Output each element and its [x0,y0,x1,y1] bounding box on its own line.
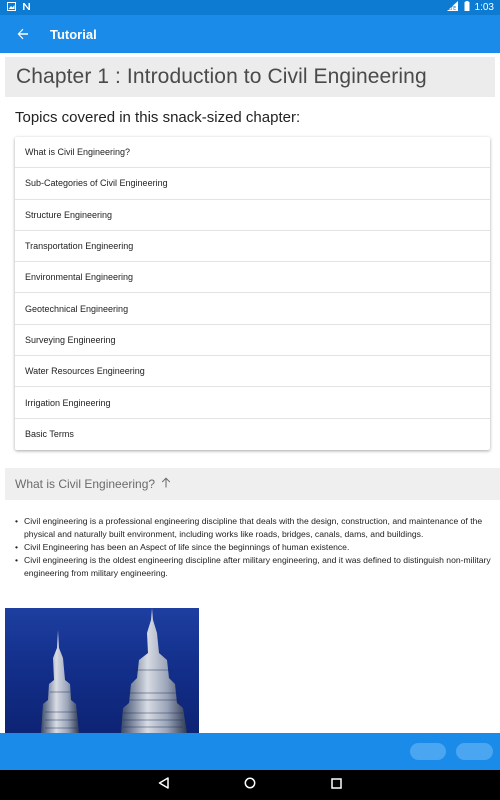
topic-item-geotechnical-engineering[interactable]: Geotechnical Engineering [15,293,490,324]
nav-home-button[interactable] [238,773,262,797]
bullet-item [15,541,493,554]
building-image [5,608,199,733]
topic-item-sub-categories[interactable]: Sub-Categories of Civil Engineering [15,168,490,199]
topics-list [15,137,490,450]
app-title: Tutorial [50,26,97,42]
section-header [5,468,500,500]
arrow-left-icon [17,24,29,45]
battery-icon [464,1,470,14]
image-notification-icon [7,2,16,14]
status-bar [0,0,500,15]
bullet-dot-icon: • [15,542,19,552]
section-bullets [15,515,493,580]
bullet-text: Civil engineering is the oldest engineering discipline after military engineering, and it was defined to distinguish non-military engineering from military engineering. [24,555,491,578]
nav-back-button[interactable] [152,773,176,797]
topic-item-irrigation-engineering[interactable]: Irrigation Engineering [15,387,490,418]
bullet-dot-icon: • [15,555,19,565]
chapter-header [5,57,495,97]
app-bar [0,15,500,53]
bullet-dot-icon: • [15,516,19,526]
topic-item-water-resources-engineering[interactable]: Water Resources Engineering [15,356,490,387]
topic-item-environmental-engineering[interactable]: Environmental Engineering [15,262,490,293]
nav-recents-button[interactable] [324,773,348,797]
bottom-action-button-1[interactable] [410,743,446,760]
topic-item-structure-engineering[interactable]: Structure Engineering [15,200,490,231]
content-area[interactable] [0,53,500,733]
topics-heading: Topics covered in this snack-sized chapter: [15,109,301,126]
topic-item-transportation-engineering[interactable]: Transportation Engineering [15,231,490,262]
bottom-action-button-2[interactable] [456,743,493,760]
bullet-text: Civil engineering is a professional engineering discipline that deals with the design, construction, and maintenance of the physical and naturally built environment, including works like roads, bridges, canals, dams, and buildings. [24,516,483,539]
svg-text:LTE: LTE [447,6,456,11]
triangle-back-icon [158,776,170,794]
topic-item-basic-terms[interactable]: Basic Terms [25,429,74,440]
bullet-item [15,515,493,541]
back-button[interactable] [0,15,46,53]
status-time: 1:03 [474,2,494,13]
bullet-text: Civil Engineering has been an Aspect of life since the beginnings of human existence. [24,542,350,552]
topic-item-what-is-civil-engineering[interactable]: What is Civil Engineering? [15,137,490,168]
bottom-action-bar [0,733,500,770]
signal-icon [447,1,459,14]
arrow-up-icon[interactable] [161,477,171,491]
system-nav-bar [0,770,500,800]
circle-home-icon [244,776,256,794]
n-notification-icon [22,2,31,14]
topic-item-surveying-engineering[interactable]: Surveying Engineering [15,325,490,356]
chapter-title: Chapter 1 : Introduction to Civil Engineering [16,65,427,88]
square-recents-icon [331,776,342,794]
section-title: What is Civil Engineering? [15,477,156,491]
bullet-item [15,554,493,580]
